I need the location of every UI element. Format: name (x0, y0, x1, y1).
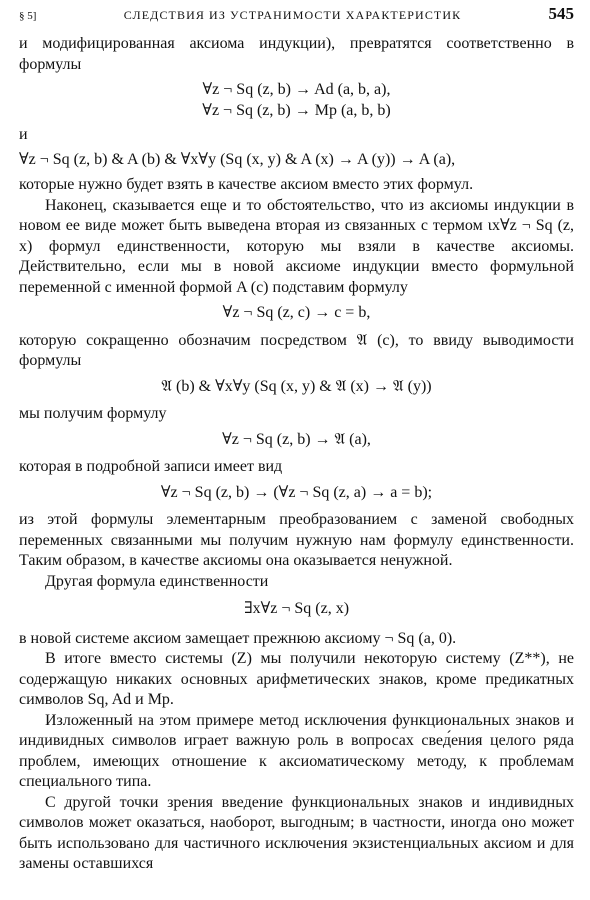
formula: 𝔄 (b) & ∀x∀y (Sq (x, y) & 𝔄 (x) → 𝔄 (y)) (161, 377, 432, 395)
paragraph: В итоге вместо системы (Z) мы получили некоторую систему (Z**), не содержащую никаких основных арифметических знаков, кроме предикатных символов Sq, Ad и Mp. (19, 650, 574, 708)
paragraph: мы получим формулу (19, 405, 167, 422)
paragraph: Изложенный на этом примере метод исключения функциональных знаков и индивидных символов играет важную роль в вопросах свед́ения целого ряда проблем, имеющих отношение к аксиоматическому методу, к проблемам специального типа. (19, 711, 574, 790)
page-number: 545 (548, 4, 574, 23)
running-header (19, 4, 574, 34)
paragraph: которые нужно будет взять в качестве аксиом вместо этих формул. (19, 176, 474, 193)
formula: ∃x∀z ¬ Sq (z, x) (243, 600, 350, 617)
formula: ∀z ¬ Sq (z, b) → Ad (a, b, a), (202, 81, 391, 98)
paragraph: которая в подробной записи имеет вид (19, 458, 283, 475)
paragraph: Другая формула единственности (45, 572, 269, 590)
formula: ∀z ¬ Sq (z, b) & A (b) & ∀x∀y (Sq (x, y) & A (x) → A (y)) → A (a), (19, 150, 456, 168)
paragraph: Наконец, сказывается еще и то обстоятельство, что из аксиомы индукции в новом ее виде может быть выведена вторая из связанных с термом ιx∀z ¬ Sq (z, x) формул единственности, которую мы взяли в качестве аксиомы. Действительно, если мы в новой аксиоме индукции вместо формульной переменной с именной формой A (c) подставим формулу (19, 196, 574, 296)
running-title: СЛЕДСТВИЯ ИЗ УСТРАНИМОСТИ ХАРАКТЕРИСТИК (123, 8, 462, 22)
formula: ∀z ¬ Sq (z, b) → (∀z ¬ Sq (z, a) → a = b); (160, 483, 433, 501)
formula: ∀z ¬ Sq (z, b) → 𝔄 (a), (222, 430, 371, 448)
paragraph: в новой системе аксиом замещает прежнюю аксиому ¬ Sq (a, 0). (19, 629, 457, 647)
paragraph: и (19, 126, 28, 143)
formula: ∀z ¬ Sq (z, b) → Mp (a, b, b) (202, 101, 391, 119)
paragraph: из этой формулы элементарным преобразованием с заменой свободных переменных связанными мы получим нужную нам формулу единственности. Таким образом, в качестве аксиомы она оказывается ненужной. (19, 511, 574, 569)
paragraph: С другой точки зрения введение функциональных знаков и индивидных символов может оказаться, наоборот, выгодным; в частности, иногда оно может быть использовано для частичного исключения экзистенциальных аксиом и для замены оставшихся (19, 793, 574, 872)
paragraph: и модифицированная аксиома индукции), превратятся соответственно в формулы (19, 35, 574, 73)
section-ref: § 5] (19, 10, 37, 22)
formula: ∀z ¬ Sq (z, c) → c = b, (222, 304, 371, 321)
paragraph: которую сокращенно обозначим посредством 𝔄 (c), то ввиду выводимости формулы (19, 331, 574, 369)
